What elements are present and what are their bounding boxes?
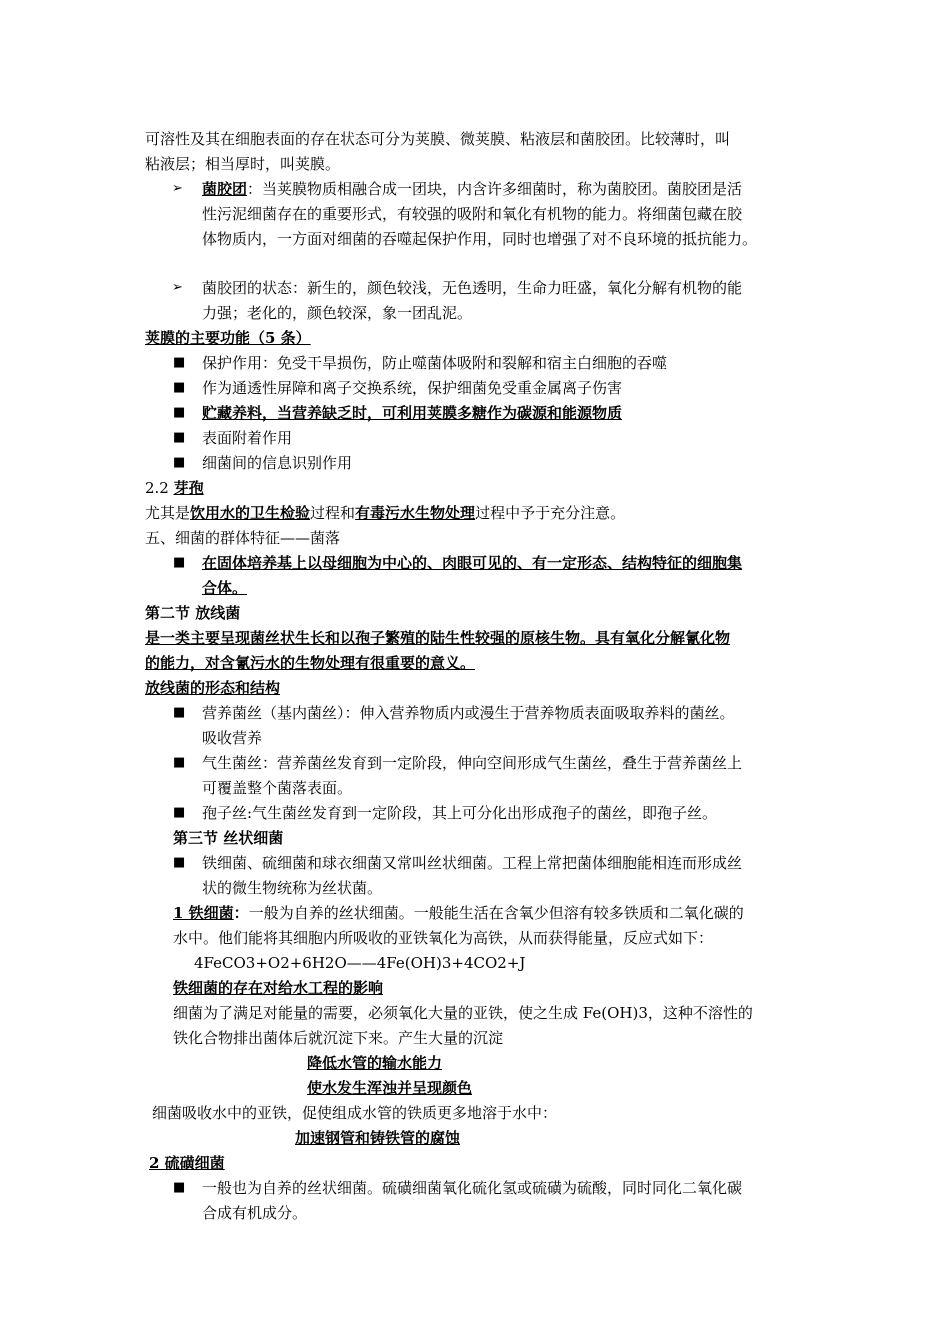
spore-paragraph: 尤其是饮用水的卫生检验过程和有毒污水生物处理过程中予于充分注意。 (145, 504, 626, 522)
impact-effect: 降低水管的输水能力 (307, 1054, 443, 1072)
sulfur-bacteria-heading: 2 硫磺细菌 (149, 1154, 225, 1172)
square-bullet-icon: ■ (173, 555, 186, 570)
reaction-equation: 4FeCO3+O2+6H2O——4Fe(OH)3+4CO2+J (194, 954, 526, 972)
square-bullet-icon: ■ (173, 355, 186, 370)
iron-absorb-line: 细菌吸收水中的亚铁，促使组成水管的铁质更多地溶于水中： (152, 1104, 558, 1122)
square-bullet-icon: ■ (173, 855, 186, 870)
capsule-function-item: 保护作用：免受干旱损伤，防止噬菌体吸附和裂解和宿主白细胞的吞噬 (202, 354, 668, 372)
square-bullet-icon: ■ (173, 705, 186, 720)
square-bullet-icon: ■ (173, 805, 186, 820)
square-bullet-icon: ■ (173, 405, 186, 420)
capsule-function-item: 贮藏养料，当营养缺乏时，可利用荚膜多糖作为碳源和能源物质 (202, 404, 623, 422)
square-bullet-icon: ■ (173, 1180, 186, 1195)
filamentous-item-line-2: 状的微生物统称为丝状菌。 (202, 879, 383, 897)
square-bullet-icon: ■ (173, 455, 186, 470)
sulfur-bacteria-line-1: 一般也为自养的丝状细菌。硫磺细菌氧化硫化氢或硫磺为硫酸，同时同化二氧化碳 (202, 1179, 743, 1197)
intro-line-2: 粘液层；相当厚时，叫荚膜。 (145, 155, 341, 173)
actinomycete-definition-line-1: 是一类主要呈现菌丝状生长和以孢子繁殖的陆生性较强的原核生物。具有氧化分解氰化物 (145, 629, 731, 647)
spore-heading: 2.2 芽孢 (145, 479, 204, 497)
capsule-function-item: 表面附着作用 (202, 429, 293, 447)
mycelium-item-line-1: 孢子丝:气生菌丝发育到一定阶段，其上可分化出形成孢子的菌丝，即孢子丝。 (202, 804, 718, 822)
arrow-bullet-icon: ➢ (172, 280, 183, 295)
capsule-function-item: 作为通透性屏障和离子交换系统，保护细菌免受重金属离子伤害 (202, 379, 623, 397)
arrow-bullet-icon: ➢ (172, 181, 183, 196)
capsule-function-item: 细菌间的信息识别作用 (202, 454, 353, 472)
colony-heading: 五、细菌的群体特征——菌落 (145, 529, 341, 547)
square-bullet-icon: ■ (173, 380, 186, 395)
iron-bacteria-line-1: 1 铁细菌：一般为自养的丝状细菌。一般能生活在含氧少但溶有较多铁质和二氧化碳的 (173, 904, 744, 922)
mycelium-item-line-1: 营养菌丝（基内菌丝）：伸入营养物质内或漫生于营养物质表面吸取养料的菌丝。 (202, 704, 735, 722)
mycelium-item-line-1: 气生菌丝：营养菌丝发育到一定阶段，伸向空间形成气生菌丝，叠生于营养菌丝上 (202, 754, 743, 772)
filamentous-item-line-1: 铁细菌、硫细菌和球衣细菌又常叫丝状细菌。工程上常把菌体细胞能相连而形成丝 (202, 854, 743, 872)
iron-impact-line-2: 铁化合物排出菌体后就沉淀下来。产生大量的沉淀 (173, 1029, 504, 1047)
impact-effect: 加速钢管和铸铁管的腐蚀 (295, 1129, 461, 1147)
square-bullet-icon: ■ (173, 755, 186, 770)
square-bullet-icon: ■ (173, 430, 186, 445)
actinomycete-structure-heading: 放线菌的形态和结构 (145, 679, 281, 697)
mycelium-item-line-2: 吸收营养 (202, 729, 263, 747)
actinomycete-definition-line-2: 的能力，对含氰污水的生物处理有很重要的意义。 (145, 654, 476, 672)
impact-effect: 使水发生浑浊并呈现颜色 (307, 1079, 473, 1097)
iron-bacteria-term: 1 铁细菌 (173, 904, 234, 922)
colony-definition-line-2: 合体。 (202, 579, 248, 597)
zoogloea-state-line-1: 菌胶团的状态：新生的，颜色较浅，无色透明，生命力旺盛，氧化分解有机物的能 (202, 279, 743, 297)
iron-bacteria-line-2: 水中。他们能将其细胞内所吸收的亚铁氧化为高铁，从而获得能量，反应式如下： (173, 929, 714, 947)
zoogloea-state-line-2: 力强；老化的，颜色较深，象一团乱泥。 (202, 304, 473, 322)
zoogloea-term: 菌胶团 (202, 180, 248, 198)
iron-impact-line-1: 细菌为了满足对能量的需要，必须氧化大量的亚铁，使之生成 Fe(OH)3，这种不溶性的 (173, 1004, 753, 1022)
capsule-functions-heading: 荚膜的主要功能（5 条） (145, 329, 311, 347)
intro-line-1: 可溶性及其在细胞表面的存在状态可分为荚膜、微荚膜、粘液层和菌胶团。比较薄时，叫 (145, 130, 731, 148)
zoogloea-definition-line-1: 菌胶团：当荚膜物质相融合成一团块，内含许多细菌时，称为菌胶团。菌胶团是活 (202, 180, 743, 198)
colony-definition-line-1: 在固体培养基上以母细胞为中心的、肉眼可见的、有一定形态、结构特征的细胞集 (202, 554, 743, 572)
section-3-heading: 第三节 丝状细菌 (173, 829, 284, 847)
mycelium-item-line-2: 可覆盖整个菌落表面。 (202, 779, 353, 797)
zoogloea-definition-line-3: 体物质内，一方面对细菌的吞噬起保护作用，同时也增强了对不良环境的抵抗能力。 (202, 230, 758, 248)
zoogloea-definition-line-2: 性污泥细菌存在的重要形式，有较强的吸附和氧化有机物的能力。将细菌包藏在胶 (202, 205, 743, 223)
iron-impact-heading: 铁细菌的存在对给水工程的影响 (173, 979, 384, 997)
sulfur-bacteria-line-2: 合成有机成分。 (202, 1204, 308, 1222)
section-2-heading: 第二节 放线菌 (145, 604, 241, 622)
